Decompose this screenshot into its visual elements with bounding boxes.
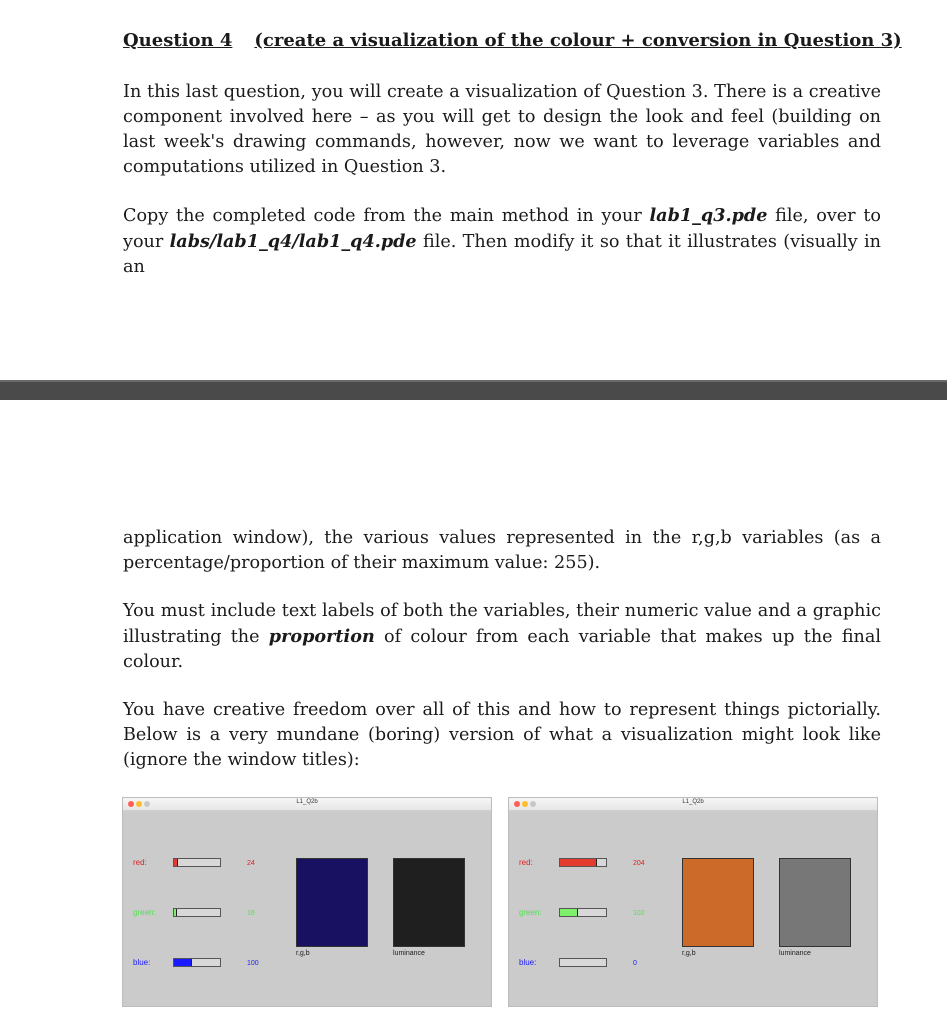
red-label: red: [519, 858, 533, 867]
file-name-q4: labs/lab1_q4/lab1_q4.pde [169, 231, 417, 252]
requirements-paragraph: You must include text labels of both the variables, their numeric value and a graphic illustrating the proportion of colour from each variable that makes up the final colour. [123, 601, 881, 672]
luminance-caption: luminance [779, 950, 811, 957]
window-titlebar [509, 798, 877, 811]
question-heading [123, 30, 902, 51]
intro-paragraph: In this last question, you will create a visualization of Question 3. There is a creative component involved here – as you will get to design the look and feel (building on last week's drawing commands, however, now we want to leverage variables and computations utilized in Question 3. [123, 82, 881, 177]
red-value: 204 [633, 860, 645, 867]
page-top [0, 0, 947, 380]
window-title: L1_Q2b [296, 799, 318, 805]
blue-label: blue: [519, 958, 537, 967]
rgb-swatch [296, 858, 368, 947]
green-bar [173, 908, 221, 917]
blue-value: 100 [247, 960, 259, 967]
file-name-q3: lab1_q3.pde [649, 205, 768, 226]
blue-value: 0 [633, 960, 637, 967]
red-bar [559, 858, 607, 867]
blue-bar [559, 958, 607, 967]
window-titlebar [123, 798, 491, 811]
green-bar-fill [560, 909, 578, 916]
copy-instructions-paragraph: Copy the completed code from the main method in your lab1_q3.pde file, over to your labs/lab1_q4/lab1_q4.pde file. Then modify it so that it illustrates (visually in an [123, 205, 881, 277]
rgb-caption: r,g,b [682, 950, 696, 957]
red-bar [173, 858, 221, 867]
window-title: L1_Q2b [682, 799, 704, 805]
green-value: 16 [247, 910, 255, 917]
red-value: 24 [247, 860, 255, 867]
blue-bar [173, 958, 221, 967]
example-window-1 [122, 797, 492, 1007]
rgb-caption: r,g,b [296, 950, 310, 957]
example-window-2 [508, 797, 878, 1007]
green-value: 102 [633, 910, 645, 917]
heading-title: (create a visualization of the colour + conversion in Question 3) [254, 30, 902, 51]
luminance-caption: luminance [393, 950, 425, 957]
green-bar-fill [174, 909, 177, 916]
green-bar [559, 908, 607, 917]
green-label: green: [133, 908, 156, 917]
green-label: green: [519, 908, 542, 917]
creative-freedom-paragraph: You have creative freedom over all of this and how to represent things pictorially. Below is a very mundane (boring) version of what a visualization might look like (ignore the window titles): [123, 700, 881, 770]
luminance-swatch [393, 858, 465, 947]
red-label: red: [133, 858, 147, 867]
red-bar-fill [174, 859, 178, 866]
rgb-swatch [682, 858, 754, 947]
blue-label: blue: [133, 958, 151, 967]
luminance-swatch [779, 858, 851, 947]
heading-number: Question 4 [123, 30, 233, 51]
blue-bar-fill [174, 959, 192, 966]
page-separator [0, 380, 947, 400]
red-bar-fill [560, 859, 597, 866]
continuation-paragraph: application window), the various values represented in the r,g,b variables (as a percentage/proportion of their maximum value: 255). [123, 528, 881, 573]
proportion-emphasis: proportion [268, 626, 375, 647]
